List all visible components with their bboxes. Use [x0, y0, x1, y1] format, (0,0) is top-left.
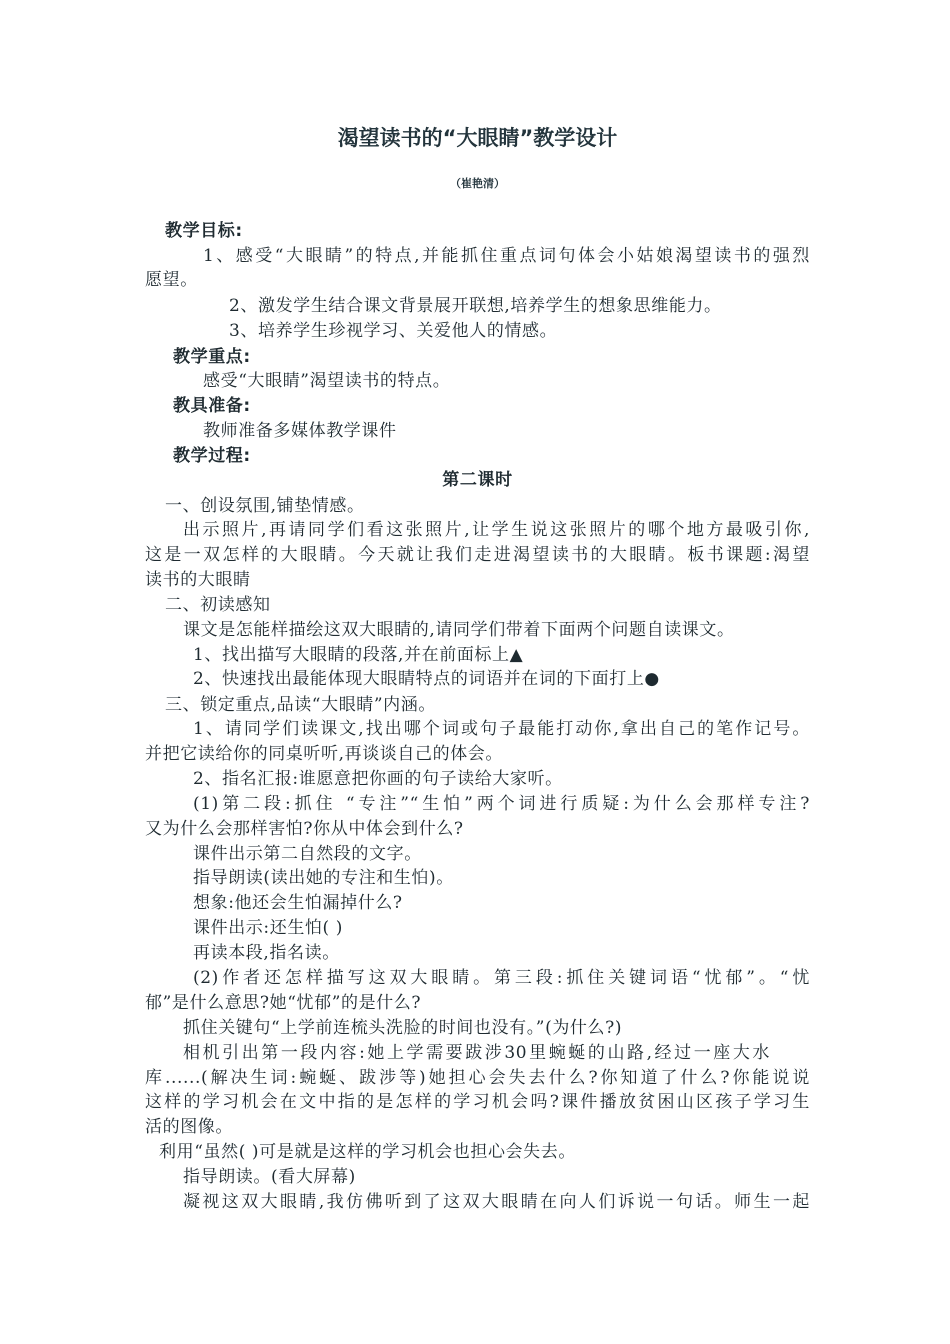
step-1-heading: 一、创设氛围,铺垫情感。 — [165, 496, 365, 516]
para-2-analysis-cont: 又为什么会那样害怕?你从中体会到什么? — [145, 819, 464, 839]
para-1-intro-cont-1: 库......(解决生词:蜿蜒、跋涉等)她担心会失去什么?你知道了什么?你能说说 — [145, 1068, 810, 1088]
reread-instruction: 再读本段,指名读。 — [193, 943, 340, 963]
para-3-analysis: (2)作者还怎样描写这双大眼睛。第三段:抓住关键词语“忧郁”。“忧 — [193, 968, 810, 988]
materials-text: 教师准备多媒体教学课件 — [203, 421, 397, 441]
step-3-item-1: 1、请同学们读课文,找出哪个词或句子最能打动你,拿出自己的笔作记号。 — [193, 719, 810, 739]
objective-1-cont: 愿望。 — [145, 270, 198, 290]
section-heading-process: 教学过程: — [173, 446, 251, 466]
step-2-task-1: 1、找出描写大眼睛的段落,并在前面标上▲ — [193, 645, 524, 665]
lesson-subtitle: 第二课时 — [442, 470, 513, 490]
step-3-item-1-cont: 并把它读给你的同桌听听,再谈谈自己的体会。 — [145, 744, 504, 764]
step-1-para-line-3: 读书的大眼睛 — [145, 570, 251, 590]
sentence-pattern-practice: 利用“虽然( )可是就是这样的学习机会也担心会失去。 — [159, 1142, 576, 1162]
step-1-para-line-2: 这是一双怎样的大眼睛。今天就让我们走进渴望读书的大眼睛。板书课题:渴望 — [145, 545, 810, 565]
section-heading-materials: 教具准备: — [173, 396, 251, 416]
para-1-intro-cont-3: 活的图像。 — [145, 1117, 233, 1137]
step-3-item-2: 2、指名汇报:谁愿意把你画的句子读给大家听。 — [193, 769, 563, 789]
key-point-text: 感受“大眼睛”渴望读书的特点。 — [203, 371, 451, 391]
para-2-analysis: (1)第二段:抓住 “专注”“生怕”两个词进行质疑:为什么会那样专注? — [193, 794, 810, 814]
document-author: （崔艳清） — [450, 177, 505, 190]
step-1-para-line-1: 出示照片,再请同学们看这张照片,让学生说这张照片的哪个地方最吸引你, — [183, 520, 810, 540]
reading-guidance: 指导朗读(读出她的专注和生怕)。 — [193, 868, 454, 888]
section-heading-objectives: 教学目标: — [165, 221, 243, 241]
step-3-heading: 三、锁定重点,品读“大眼睛”内涵。 — [165, 695, 436, 715]
para-1-intro: 相机引出第一段内容:她上学需要跋涉30里蜿蜒的山路,经过一座大水 — [183, 1043, 770, 1063]
document-title: 渴望读书的“大眼睛”教学设计 — [337, 126, 618, 150]
para-3-analysis-cont: 郁”是什么意思?她“忧郁”的是什么? — [145, 993, 422, 1013]
para-1-intro-cont-2: 这样的学习机会在文中指的是怎样的学习机会吗?课件播放贫困山区孩子学习生 — [145, 1092, 810, 1112]
step-2-task-2: 2、快速找出最能体现大眼睛特点的词语并在词的下面打上● — [193, 669, 660, 689]
section-heading-key-point: 教学重点: — [173, 347, 251, 367]
step-2-heading: 二、初读感知 — [165, 595, 271, 615]
key-sentence: 抓住关键句“上学前连梳头洗脸的时间也没有。”(为什么?) — [183, 1018, 623, 1038]
closing-line: 凝视这双大眼睛,我仿佛听到了这双大眼睛在向人们诉说一句话。师生一起 — [183, 1192, 810, 1212]
imagination-prompt: 想象:他还会生怕漏掉什么? — [193, 893, 403, 913]
courseware-show-para-2: 课件出示第二自然段的文字。 — [193, 844, 422, 864]
objective-1: 1、感受“大眼睛”的特点,并能抓住重点词句体会小姑娘渴望读书的强烈 — [203, 246, 810, 266]
reading-guidance-screen: 指导朗读。(看大屏幕) — [183, 1167, 356, 1187]
objective-2: 2、激发学生结合课文背景展开联想,培养学生的想象思维能力。 — [229, 296, 722, 316]
objective-3: 3、培养学生珍视学习、关爱他人的情感。 — [229, 321, 558, 341]
step-2-intro: 课文是怎能样描绘这双大眼睛的,请同学们带着下面两个问题自读课文。 — [183, 620, 735, 640]
courseware-fill-blank: 课件出示:还生怕( ) — [193, 918, 343, 938]
